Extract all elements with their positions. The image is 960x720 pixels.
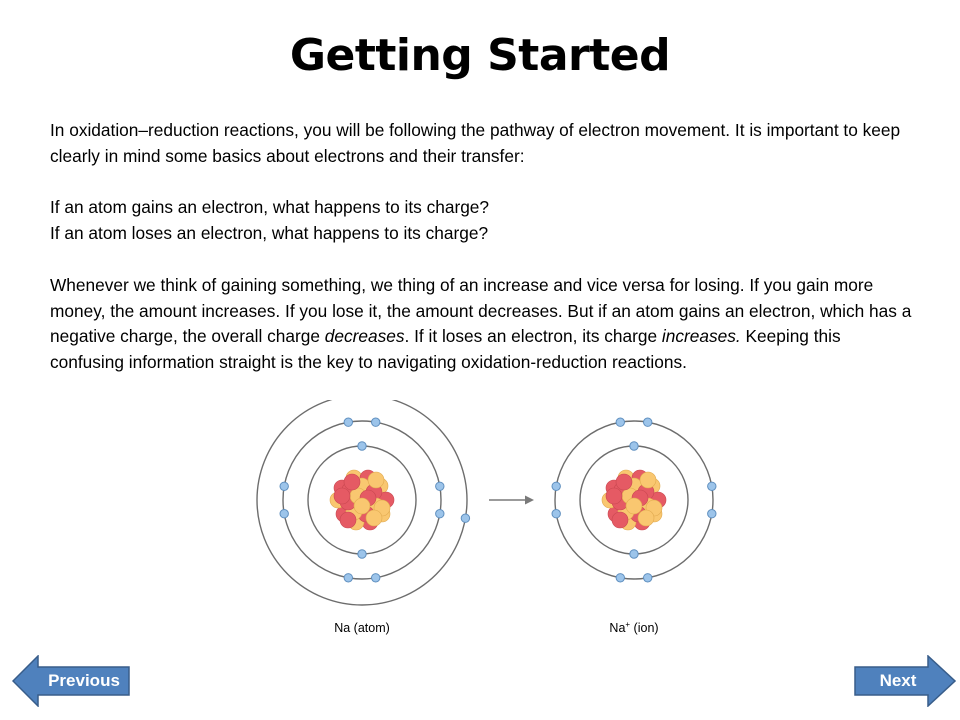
electron	[630, 550, 638, 558]
electron	[358, 442, 366, 450]
electron	[436, 510, 444, 518]
previous-label: Previous	[48, 671, 120, 690]
explanation-text-3: Keeping this confusing information straight is the key to navigating oxidation-reduction reactions.	[50, 326, 841, 373]
proton	[340, 512, 356, 528]
electron	[280, 482, 288, 490]
electron	[708, 510, 716, 518]
electron	[461, 514, 469, 522]
next-label: Next	[879, 671, 917, 690]
arrow-head	[525, 496, 534, 505]
ion-label-superscript: +	[625, 620, 631, 629]
electron	[644, 418, 652, 426]
electron	[630, 442, 638, 450]
atom-nucleus	[330, 470, 394, 530]
intro-paragraph: In oxidation–reduction reactions, you will be following the pathway of electron movement. It is important to keep clearly in mind some basics about electrons and their transfer:	[50, 120, 901, 166]
ion-nucleus	[602, 470, 666, 530]
electron	[280, 510, 288, 518]
reaction-arrow	[489, 496, 534, 505]
sodium-atom	[257, 400, 470, 605]
spacer	[50, 170, 912, 196]
proton	[344, 474, 360, 490]
electron	[552, 482, 560, 490]
neutron	[638, 510, 654, 526]
ion-label	[609, 620, 658, 635]
sodium-ion-diagram	[240, 400, 730, 645]
neutron	[366, 510, 382, 526]
electron	[708, 482, 716, 490]
explanation-paragraph	[50, 273, 912, 376]
electron	[372, 418, 380, 426]
proton	[616, 474, 632, 490]
previous-button[interactable]	[12, 655, 130, 707]
ion-label-base: Na	[609, 621, 626, 635]
electron	[436, 482, 444, 490]
electron	[344, 574, 352, 582]
atom-label: Na (atom)	[334, 621, 390, 635]
spacer	[50, 247, 912, 273]
neutron	[640, 472, 656, 488]
electron	[616, 418, 624, 426]
sodium-ion	[552, 418, 716, 582]
neutron	[354, 498, 370, 514]
proton	[334, 488, 350, 504]
slide-body	[50, 118, 912, 376]
question-gain: If an atom gains an electron, what happens to its charge?	[50, 197, 490, 218]
electron	[358, 550, 366, 558]
emphasis-increases: increases.	[661, 326, 741, 347]
slide-title: Getting Started	[289, 30, 671, 81]
neutron	[626, 498, 642, 514]
electron	[372, 574, 380, 582]
explanation-text-1: Whenever we think of gaining something, we thing of an increase and vice versa for losing. If you gain more money, the amount increases. If you lose it, the amount decreases. But if an atom gains an electron, which has a negative charge, the overall charge	[50, 274, 912, 347]
electron	[344, 418, 352, 426]
electron	[552, 510, 560, 518]
emphasis-decreases: decreases	[324, 326, 405, 347]
next-button[interactable]	[854, 655, 956, 707]
neutron	[368, 472, 384, 488]
proton	[612, 512, 628, 528]
ion-label-suffix: (ion)	[630, 621, 659, 635]
electron	[644, 574, 652, 582]
explanation-text-2: . If it loses an electron, its charge	[404, 326, 662, 347]
question-lose: If an atom loses an electron, what happens to its charge?	[50, 223, 489, 244]
electron	[616, 574, 624, 582]
proton	[606, 488, 622, 504]
